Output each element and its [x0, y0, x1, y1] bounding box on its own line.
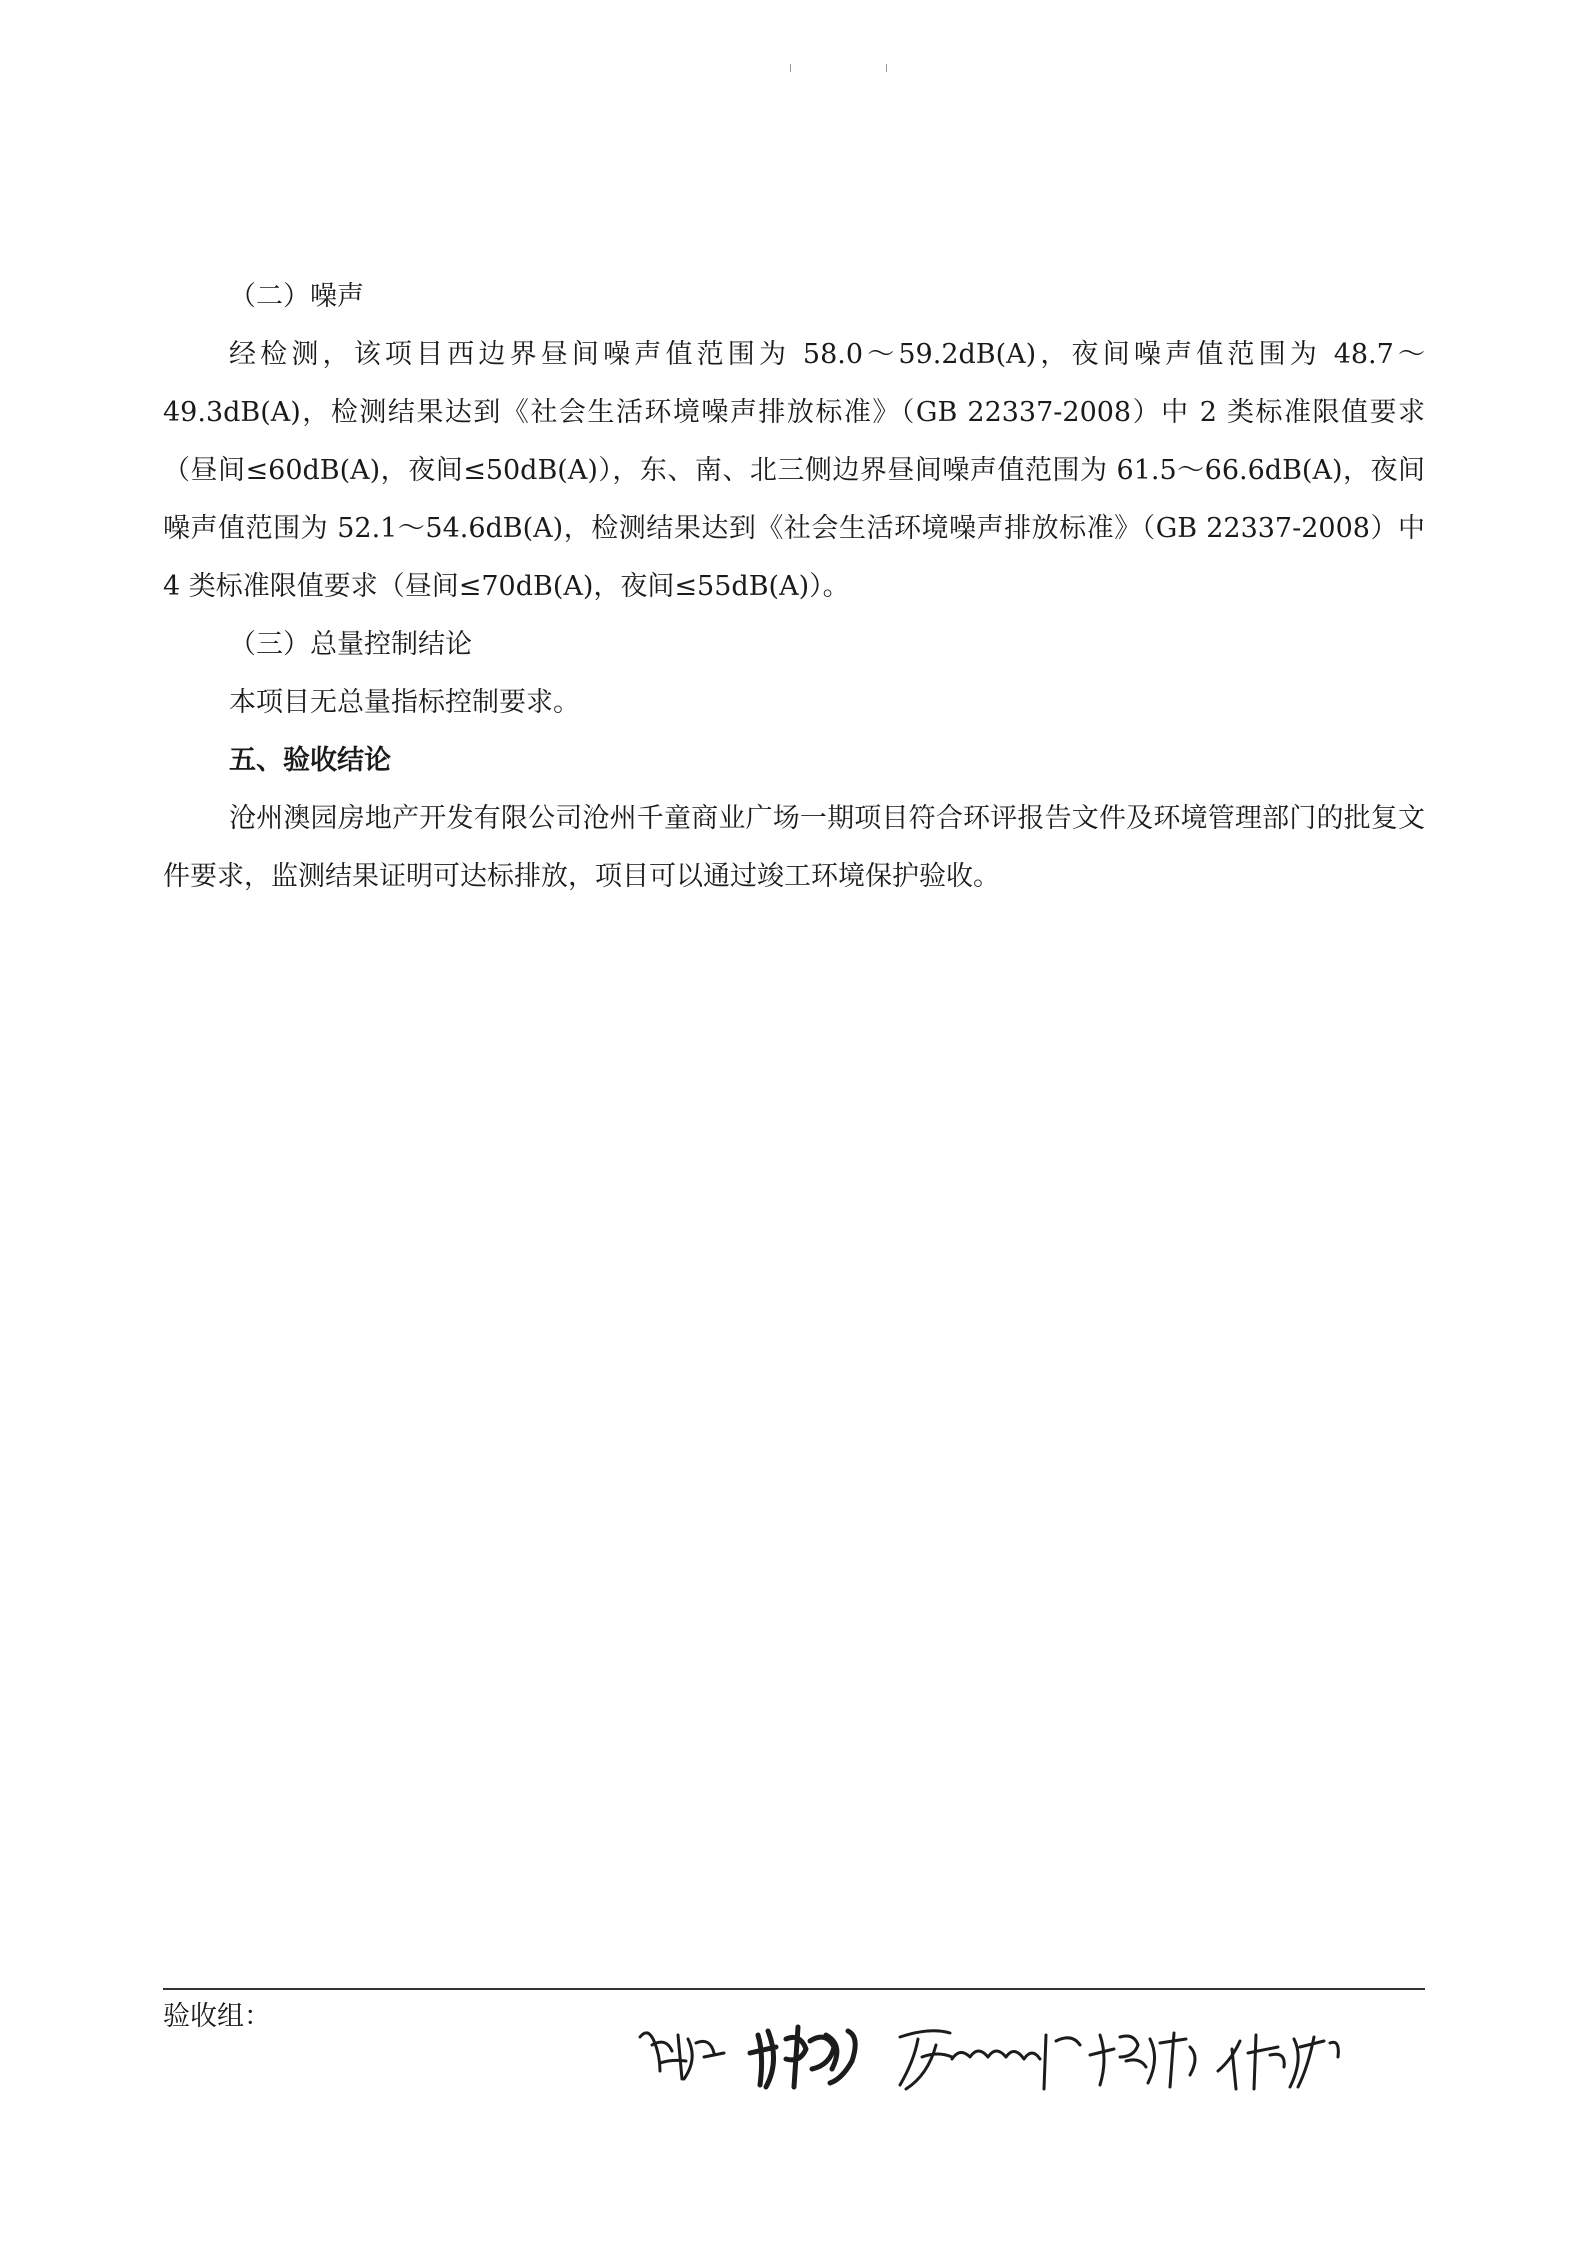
noise-heading: （二）噪声 — [229, 281, 364, 312]
noise-paragraph: 经检测，该项目西边界昼间噪声值范围为 58.0～59.2dB(A)，夜间噪声值范围为 48.7～49.3dB(A)，检测结果达到《社会生活环境噪声排放标准》（GB 22337-2008）中 2 类标准限值要求（昼间≤60dB(A)，夜间≤50dB(A)），东、南、北三侧边界昼间噪声值范围为 61.5～66.6dB(A)，夜间噪声值范围为 52.1～54.6dB(A)，检测结果达到《社会生活环境噪声排放标准》（GB 22337-2008）中 4 类标准限值要求（昼间≤70dB(A)，夜间≤55dB(A)）。 — [163, 339, 1425, 602]
scan-mark — [886, 64, 887, 72]
signature-1 — [640, 2033, 724, 2079]
signature-3 — [900, 2031, 1080, 2089]
handwritten-signatures — [600, 1995, 1450, 2125]
document-body — [163, 268, 1425, 906]
footer-divider — [163, 1988, 1425, 1990]
signature-2 — [750, 2027, 855, 2087]
signature-4 — [1090, 2033, 1195, 2087]
signature-5 — [1218, 2035, 1338, 2089]
acceptance-conclusion-heading: 五、验收结论 — [229, 745, 391, 776]
scan-mark — [790, 64, 791, 72]
total-control-paragraph: 本项目无总量指标控制要求。 — [229, 687, 580, 718]
total-control-heading: （三）总量控制结论 — [229, 629, 472, 660]
acceptance-group-label: 验收组： — [163, 2001, 271, 2032]
acceptance-conclusion-paragraph: 沧州澳园房地产开发有限公司沧州千童商业广场一期项目符合环评报告文件及环境管理部门的批复文件要求，监测结果证明可达标排放，项目可以通过竣工环境保护验收。 — [163, 803, 1425, 892]
